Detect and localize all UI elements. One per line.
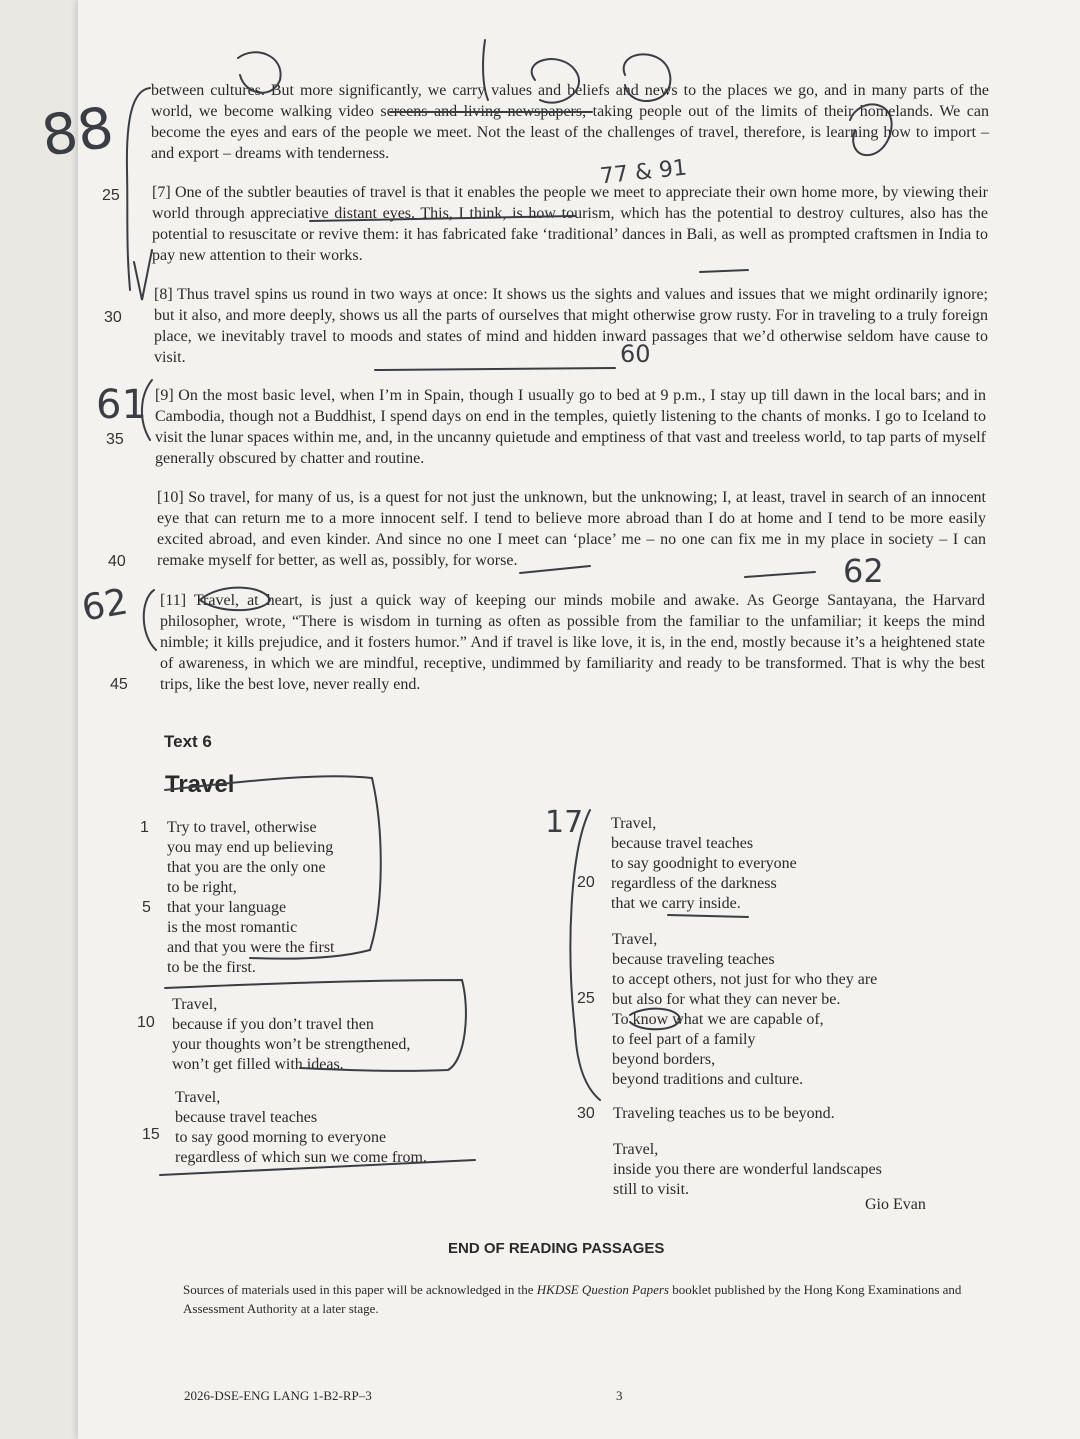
poem-line-number: 5 [142,899,151,916]
poem-line: to be the first. [167,959,256,976]
poem-line: is the most romantic [167,919,298,936]
poem-line: still to visit. [613,1181,690,1198]
handwritten-62-left: 62 [78,581,132,630]
line-number: 25 [102,187,120,204]
text-6-label: Text 6 [164,732,212,751]
poem-line: inside you there are wonderful landscapes [613,1161,882,1178]
poem-line-number: 20 [577,874,595,891]
poem-line: beyond borders, [612,1051,716,1068]
poem-line: to be right, [167,879,237,896]
poem-line: because if you don’t travel then [172,1016,374,1033]
poem-line: Travel, [172,996,218,1013]
handwritten-61: 61 [96,382,147,428]
poem-line: to say good morning to everyone [175,1129,387,1146]
poem-line-number: 15 [142,1126,160,1143]
handwritten-top-note: 77 & 91 [598,155,689,190]
handwritten-17: 17 [545,805,584,840]
poem-line: Travel, [613,1141,659,1158]
poem-line: To know what we are capable of, [612,1011,824,1028]
poem-title: Travel [165,771,235,798]
poem-line: won’t get filled with ideas. [172,1056,344,1073]
poem-line: you may end up believing [167,839,334,856]
poem-line: Travel, [175,1089,221,1106]
poem-line: Traveling teaches us to be beyond. [613,1105,835,1122]
paragraph-10: [10] So travel, for many of us, is a quest for not just the unknown, but the unknowing; I, at least, travel in search of an innocent eye that can return me to a more innocent self. I tend to believe more abroad than I do at home and I tend to be more easily excited abroad, and even kinder. And since no one I meet can ‘place’ me – no one can fix me in my place in society – I can remake myself for better, as well as, possibly, for worse. [157,489,986,569]
poem-line: to accept others, not just for who they are [612,971,878,988]
paragraph-7: [7] One of the subtler beauties of travel is that it enables the people we meet to appreciate their own home more, by viewing their world through appreciative distant eyes. This, I think, is how tourism, which has the potential to destroy cultures, also has the potential to resuscitate or revive them: it has fabricated fake ‘traditional’ dances in Bali, as well as prompted craftsmen in India to pay new attention to their works. [152,184,988,264]
poem-line: because traveling teaches [612,951,775,968]
handwritten-60: 60 [620,340,651,368]
poem-stanza-6 [613,1104,835,1124]
poem-line: regardless of the darkness [611,875,777,892]
line-number: 35 [106,431,124,448]
poem-stanza-4 [611,814,797,914]
page-number: 3 [616,1388,623,1403]
paragraph-11: [11] Travel, at heart, is just a quick way of keeping our minds mobile and awake. As George Santayana, the Harvard philosopher, wrote, “There is wisdom in turning as often as possible from the familiar to the unfamiliar; it keeps the mind nimble; it kills prejudice, and it fosters humor.” And if travel is like love, it is, in the end, mostly because it’s a heightened state of awareness, in which we are mindful, receptive, undimmed by familiarity and ready to be transformed. That is why the best trips, like the best love, never really end. [160,592,985,693]
poem-line: Travel, [612,931,658,948]
poem-stanza-3 [175,1088,427,1168]
poem-line-number: 30 [577,1105,595,1122]
line-number: 45 [110,676,128,693]
poem-line-number: 25 [577,990,595,1007]
paragraph-9: [9] On the most basic level, when I’m in Spain, though I usually go to bed at 9 p.m., I stay up till dawn in the local bars; and in Cambodia, though not a Buddhist, I spend days on end in the temples, quietly listening to the chants of monks. I go to Iceland to visit the lunar spaces within me, and, in the uncanny quietude and emptiness of that vast and treeless world, to tap parts of myself generally obscured by chatter and routine. [155,387,986,467]
handwritten-62: 62 [843,552,884,590]
poem-line-number: 10 [137,1014,155,1031]
poem-stanza-5 [612,930,877,1090]
poem-stanza-1 [167,818,335,978]
poem-line: your thoughts won’t be strengthened, [172,1036,411,1053]
poem-line-number: 1 [140,819,149,836]
sources-note-end: booklet published by the Hong Kong Examinations and Assessment Authority at a later stage. [183,1282,962,1316]
poem-line: to say goodnight to everyone [611,855,797,872]
paragraph-8: [8] Thus travel spins us round in two ways at once: It shows us the sights and values and issues that we might ordinarily ignore; but it also, and more deeply, shows us all the parts of ourselves that might otherwise grow rusty. For in traveling to a truly foreign place, we inevitably travel to moods and states of mind and hidden inward passages that we’d otherwise seldom have cause to visit. [154,286,988,366]
poem-stanza-7 [613,1140,882,1200]
sources-note-booklet: HKDSE Question Papers [536,1282,669,1297]
sources-note [183,1280,968,1318]
footer-code: 2026-DSE-ENG LANG 1-B2-RP–3 [184,1388,372,1403]
poem-author: Gio Evan [865,1196,926,1213]
line-number: 40 [108,553,126,570]
poem-line: that we carry inside. [611,895,741,912]
line-number: 30 [104,309,122,326]
end-of-passages: END OF READING PASSAGES [448,1240,665,1257]
poem-line: and that you were the first [167,939,335,956]
poem-line: that your language [167,899,287,916]
poem-line: Try to travel, otherwise [167,819,317,836]
poem-line: to feel part of a family [612,1031,756,1048]
poem-stanza-2 [172,995,410,1075]
poem-line: regardless of which sun we come from. [175,1149,427,1166]
handwritten-88: 88 [37,95,118,170]
poem-line: but also for what they can never be. [612,991,841,1008]
sources-note-start: Sources of materials used in this paper will be acknowledged in the [183,1282,534,1297]
poem-line: beyond traditions and culture. [612,1071,804,1088]
poem-line: because travel teaches [175,1109,318,1126]
paragraph-6-tail: between cultures. But more significantly, we carry values and beliefs and news to the places we go, and in many parts of the world, we become walking video screens and living newspapers, taking people out of the limits of their homelands. We can become the eyes and ears of the people we meet. Not the least of the challenges of travel, therefore, is learning how to import – and export – dreams with tenderness. [151,82,989,162]
poem-line: Travel, [611,815,657,832]
poem-line: that you are the only one [167,859,326,876]
poem-line: because travel teaches [611,835,754,852]
